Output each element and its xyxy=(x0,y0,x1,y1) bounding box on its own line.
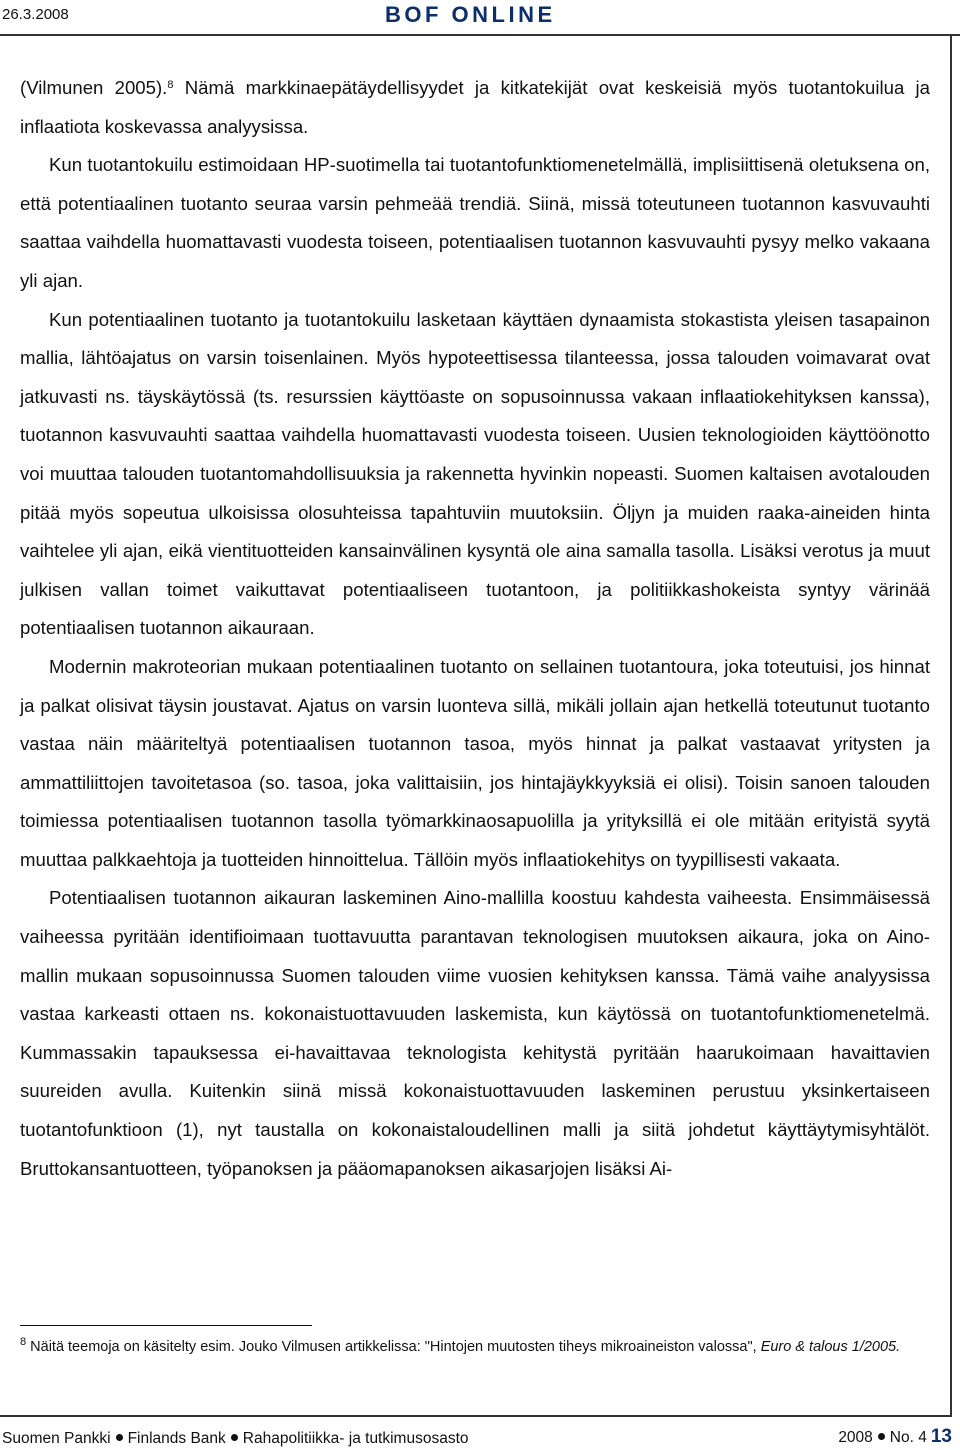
footer-issue-number: No. 4 xyxy=(889,1429,927,1446)
paragraph-4: Modernin makroteorian mukaan potentiaalinen tuotanto on sellainen tuotantoura, joka toteutuisi, jos hinnat ja palkat olisivat täysin joustavat. Ajatus on varsin luonteva sillä, mikäli jollain ajan hetkellä toteutunut tuotanto vastaa näin määriteltyä potentiaalisen tuotannon tasoa, myös hinnat ja palkat vastaavat yritysten ja ammattiliittojen tavoitetasoa (so. tasoa, joka valittaisiin, jos hintajäykkyyksiä ei olisi). Toisin sanoen talouden toimiessa potentiaalisen tuotannon tasolla työmarkkinaosapuolilla ja yrityksillä ei ole mitään erityistä syytä muuttaa palkkaehtoja ja tuotteiden hinnoittelua. Tällöin myös inflaatiokehitys on tyypillisesti vakaata. xyxy=(20,655,930,870)
page-number: 13 xyxy=(930,1426,952,1447)
publication-title: BOF ONLINE xyxy=(385,2,556,27)
footnote xyxy=(20,1332,920,1362)
footnote-reference[interactable]: 8 xyxy=(167,79,174,91)
paragraph-3: Kun potentiaalinen tuotanto ja tuotantokuilu lasketaan käyttäen dynaamista stokastista yleisen tasapainon mallia, lähtöajatus on varsin toisenlainen. Myös hypoteettisessa tilanteessa, jossa talouden voimavarat ovat jatkuvasti ns. täyskäytössä (ts. resurssien käyttöaste on sopusoinnussa vakaan inflaatiokehityksen kanssa), tuotannon kasvuvauhti saattaa vaihdella huomattavasti vuodesta toiseen. Uusien teknologioiden käyttöönotto voi muuttaa talouden tuotantomahdollisuuksia ja rakennetta hyvinkin nopeasti. Suomen kaltaisen avotalouden pitää myös sopeutua ulkoisissa olosuhteissa tapahtuviin muutoksiin. Öljyn ja muiden raaka-aineiden hinta vaihtelee yli ajan, eikä vientituotteiden kansainvälinen kysyntä ole aina samalla tasolla. Lisäksi verotus ja muut julkisen vallan toimet vaikuttavat potentiaaliseen tuotantoon, ja politiikkashokeista syntyy värinää potentiaalisen tuotannon aikauraan. xyxy=(20,308,930,639)
footer-bank-sv: Finlands Bank xyxy=(127,1430,226,1447)
paragraph-2: Kun tuotantokuilu estimoidaan HP-suotimella tai tuotantofunktiomenetelmällä, implisiittisenä oletuksena on, että potentiaalinen tuotanto seuraa varsin pehmeää trendiä. Siinä, missä toteutuneen tuotannon kasvuvauhti saattaa vaihdella huomattavasti vuodesta toiseen, potentiaalisen tuotannon kasvuvauhti pysyy melko vakaana yli ajan. xyxy=(20,154,930,291)
article-body xyxy=(20,69,930,1188)
paragraph-1-end: Nämä markkinaepätäydellisyydet ja kitkatekijät ovat keskeisiä myös tuotantokuilua ja inflaatiota koskevassa analyysissa. xyxy=(20,77,931,137)
footer-bank-fi: Suomen Pankki xyxy=(2,1430,111,1447)
footnote-number: 8 xyxy=(20,1336,27,1348)
footer-publisher xyxy=(2,1430,469,1448)
bullet-icon xyxy=(231,1434,238,1441)
footer-issue xyxy=(838,1426,952,1448)
footer-department: Rahapolitiikka- ja tutkimusosasto xyxy=(242,1430,469,1447)
header-date: 26.3.2008 xyxy=(2,6,69,23)
footnote-source: Euro & talous 1/2005. xyxy=(760,1339,901,1355)
bullet-icon xyxy=(878,1433,885,1440)
footer-year: 2008 xyxy=(838,1429,873,1446)
footnote-divider xyxy=(20,1325,312,1326)
paragraph-5: Potentiaalisen tuotannon aikauran laskeminen Aino-mallilla koostuu kahdesta vaiheesta. Ensimmäisessä vaiheessa pyritään identifioimaan tuottavuutta parantavan teknologisen muutoksen aikaura, joka on Aino-mallin mukaan sopusoinnussa Suomen talouden viime vuosien kehityksen kanssa. Tämä vaihe analyysissa vastaa karkeasti ottaen ns. kokonaistuottavuuden laskemista, kun käytössä on tuotantofunktiomenetelmä. Kummassakin tapauksessa ei-havaittavaa teknologista kehitystä pyritään haarukoimaan havaittavien suureiden avulla. Kuitenkin siinä missä kokonaistuottavuuden laskeminen perustuu yksinkertaiseen tuotantofunktioon (1), nyt taustalla on kokonaistaloudellinen malli ja siitä johdetut käyttäytymisyhtälöt. Bruttokansantuotteen, työpanoksen ja pääomapanoksen aikasarjojen lisäksi Ai- xyxy=(20,887,930,1179)
bullet-icon xyxy=(116,1434,123,1441)
paragraph-1 xyxy=(20,69,930,146)
footnote-text: Näitä teemoja on käsitelty esim. Jouko Vilmusen artikkelissa: "Hintojen muutosten tiheys mikroaineiston valossa", xyxy=(26,1339,761,1355)
paragraph-1-start: (Vilmunen 2005). xyxy=(20,77,168,98)
